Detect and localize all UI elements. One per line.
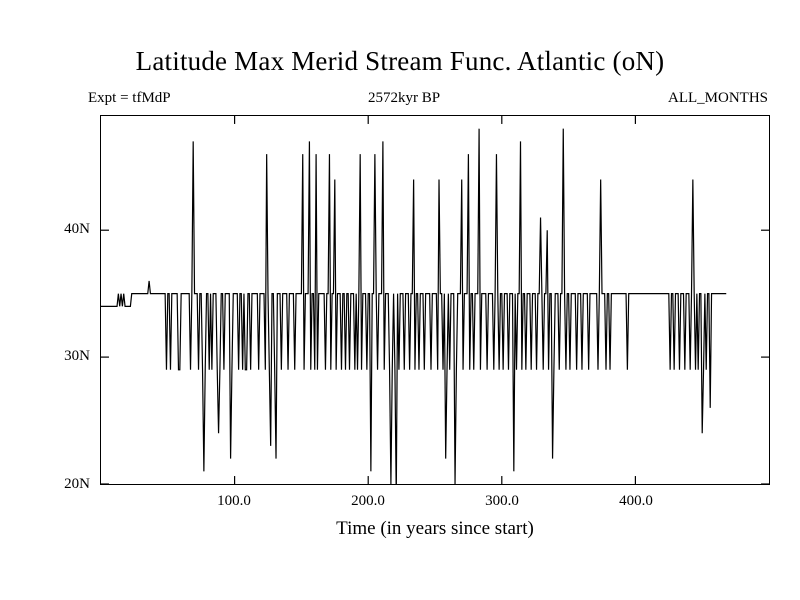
y-tick-label: 20N — [64, 476, 90, 492]
period-label: 2572kyr BP — [368, 90, 441, 106]
data-series-line — [101, 129, 726, 484]
subtitle-row — [88, 90, 768, 108]
x-tick-label: 300.0 — [485, 493, 519, 509]
x-tick-label: 100.0 — [217, 493, 251, 509]
series-line-plot — [101, 116, 769, 484]
experiment-label: Expt = tfMdP — [88, 90, 171, 106]
x-tick-label: 400.0 — [619, 493, 653, 509]
page-title: Latitude Max Merid Stream Func. Atlantic (oN) — [135, 46, 665, 76]
y-tick-label: 30N — [64, 348, 90, 365]
plot-area — [100, 115, 770, 485]
y-tick-label: 40N — [64, 220, 90, 237]
x-tick-label: 200.0 — [351, 493, 385, 509]
months-label: ALL_MONTHS — [668, 90, 768, 106]
x-axis-title: Time (in years since start) — [336, 518, 534, 539]
